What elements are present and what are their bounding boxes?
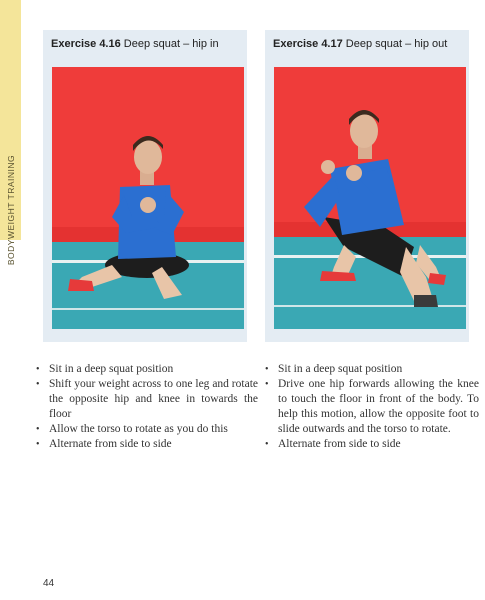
list-item: • Alternate from side to side: [36, 437, 258, 452]
list-item: • Drive one hip forwards allowing the knee to touch the floor in front of the body. To help this motion, allow the opposite foot to slide outwards and the torso to rotate.: [265, 377, 479, 437]
list-item: • Alternate from side to side: [265, 437, 479, 452]
exercise-4-17-instructions: [265, 362, 479, 452]
list-item: • Sit in a deep squat position: [265, 362, 479, 377]
list-item: • Sit in a deep squat position: [36, 362, 258, 377]
page-number: 44: [43, 578, 55, 589]
exercise-title: [273, 38, 463, 56]
exercise-panel-4-17: [265, 30, 469, 342]
exercise-panel-4-16: [43, 30, 247, 342]
athlete-deep-squat-hip-in-photo: [52, 67, 244, 329]
athlete-deep-squat-hip-out-photo: [274, 67, 466, 329]
exercise-name: Deep squat – hip in: [123, 38, 219, 50]
exercise-number: Exercise 4.17: [273, 38, 343, 50]
section-side-tab: [0, 0, 21, 266]
exercise-name: Deep squat – hip out: [345, 38, 448, 50]
list-item: • Shift your weight across to one leg and rotate the opposite hip and knee in towards the floor: [36, 377, 258, 422]
exercise-4-16-instructions: [36, 362, 258, 452]
exercise-number: Exercise 4.16: [51, 38, 121, 50]
section-label: BODYWEIGHT TRAINING: [5, 154, 16, 266]
exercise-title: [51, 38, 241, 56]
list-item: • Allow the torso to rotate as you do this: [36, 422, 258, 437]
